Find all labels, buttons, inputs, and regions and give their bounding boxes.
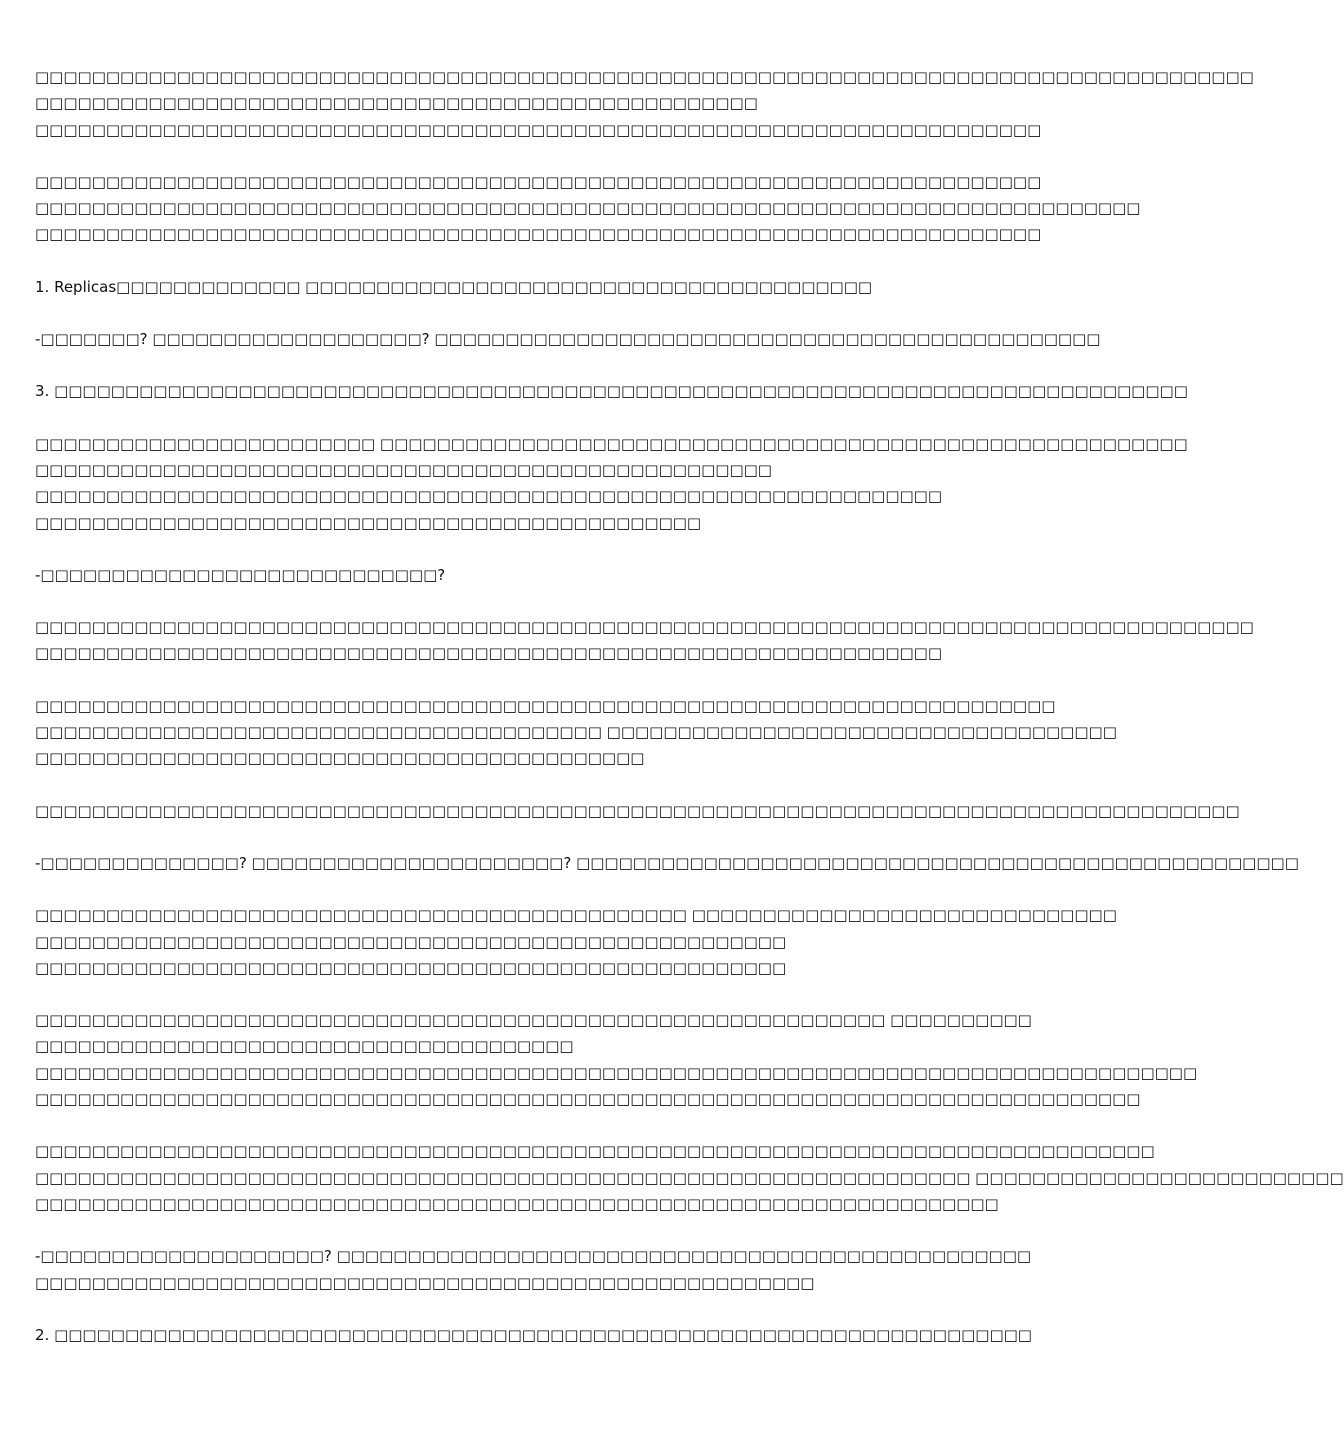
text-line: □□□□□□□□□□□□□□□□□□□□□□□□□□□□□□□□□□□□□□□□□□□□□□□□□□□□□□□□□□□□□□□□□□□□□□□ bbox=[35, 225, 1042, 244]
paragraph bbox=[35, 378, 1188, 404]
paragraph bbox=[35, 326, 1101, 352]
paragraph bbox=[35, 1243, 1032, 1296]
paragraph bbox=[35, 562, 985, 588]
text-line: □□□□□□□□□□□□□□□□□□□□□□□□□□□□□□□□□□□□□□□□□□□□□□□□□□□□□□□□□□□□□□□□□□□□□□□□□□□□□□□□□□ bbox=[35, 1063, 1198, 1082]
text-line: □□□□□□□□□□□□□□□□□□□□□□□□□□□□□□□□□□□□□□□□□□□□□□□□□□□□□ bbox=[35, 958, 787, 977]
text-line: □□□□□□□□□□□□□□□□□□□□□□□□□□□□□□□□□□□□□□□□□□□□□□□□□□□□□□□□□□□□□□□□ bbox=[35, 487, 943, 506]
text-line: □□□□□□□□□□□□□□□□□□□□□□□□□□□□□□□□□□□□□□□□□□□□□□□□□□□□□□□□□□□□□□□□□□□□□□□□□□□□□□□□□□□□□ bbox=[35, 801, 1240, 820]
text-line: □□□□□□□□□□□□□□□□□□□□□□□□□□□□□□□□□□□□□□ bbox=[35, 1037, 574, 1056]
text-line: □□□□□□□□□□□□□□□□□□□□□□□□□□□□□□□□□□□□□□□□□□□□□□□□□□□□□□□□□□□□□□□□□□□□□□□□□□□□□□□ bbox=[35, 1142, 1155, 1161]
text-line: □□□□□□□□□□□□□□□□□□□□□□□□□□□□□□□□□□□□□□□□□□□□□□□□□□□□□□□□□□□□□□□□□□□□□□□□□□□□□□□□□□□□□□ bbox=[35, 68, 1254, 86]
text-line: □□□□□□□□□□□□□□□□□□□□□□□□□□□□□□□□□□□□□□□□□□□□□□□□□□□□□□□□□□□□□□□□□□□□□□□ bbox=[35, 172, 1042, 191]
text-line: -□□□□□□□? □□□□□□□□□□□□□□□□□□□? □□□□□□□□□□□□□□□□□□□□□□□□□□□□□□□□□□□□□□□□□□□□□□□ bbox=[35, 330, 1101, 349]
text-line: □□□□□□□□□□□□□□□□□□□□□□□□□□□□□□□□□□□□□□□□□□□□□□□□□□□□ bbox=[35, 460, 772, 479]
text-line: □□□□□□□□□□□□□□□□□□□□□□□□□□□□□□□□□□□□□□□□ □□□□□□□□□□□□□□□□□□□□□□□□□□□□□□□□□□□□ bbox=[35, 723, 1117, 742]
paragraph bbox=[35, 431, 1188, 536]
paragraph bbox=[35, 902, 1117, 981]
paragraph bbox=[35, 850, 1299, 876]
text-line: □□□□□□□□□□□□□□□□□□□□□□□□□□□□□□□□□□□□□□□□□□□ bbox=[35, 749, 645, 768]
text-line: -□□□□□□□□□□□□□□□□□□□□□□□□□□□□? bbox=[35, 565, 446, 584]
text-line: -□□□□□□□□□□□□□□? □□□□□□□□□□□□□□□□□□□□□□? □□□□□□□□□□□□□□□□□□□□□□□□□□□□□□□□□□□□□□□□□□□□□□□□□□□ bbox=[35, 853, 1299, 872]
text-line: 3. □□□□□□□□□□□□□□□□□□□□□□□□□□□□□□□□□□□□□□□□□□□□□□□□□□□□□□□□□□□□□□□□□□□□□□□□□□□□□□□□ bbox=[35, 382, 1188, 401]
text-line: □□□□□□□□□□□□□□□□□□□□□□□□□□□□□□□□□□□□□□□□□□□□□□□□□□□□□□□□□□□□□□□□□□□□□□□ bbox=[35, 120, 1042, 139]
text-line: □□□□□□□□□□□□□□□□□□□□□□□□ □□□□□□□□□□□□□□□□□□□□□□□□□□□□□□□□□□□□□□□□□□□□□□□□□□□□□□□□□ bbox=[35, 434, 1188, 453]
text-line: □□□□□□□□□□□□□□□□□□□□□□□□□□□□□□□□□□□□□□□□□□□□□□□□□□□□□□□□□□□□□□□□□□□□□□□□□□□□□□ bbox=[35, 1090, 1141, 1109]
text-line: □□□□□□□□□□□□□□□□□□□□□□□□□□□□□□□□□□□□□□□□□□□□□□□□□□□□□□□□□□□□□□□□□□ □□□□□□□□□□□□□□□□□□□□□□□□□□ bbox=[35, 1168, 1344, 1187]
text-line: □□□□□□□□□□□□□□□□□□□□□□□□□□□□□□□□□□□□□□□□□□□□□□□□□□□□□□□□□□□□□□□□□□□□□□□□□□□□□□□□□□□□□□ bbox=[35, 618, 1254, 637]
paragraph bbox=[35, 274, 985, 300]
paragraph bbox=[35, 614, 1254, 667]
text-line: □□□□□□□□□□□□□□□□□□□□□□□□□□□□□□□□□□□□□□□□□□□□□□□□□□□□□□□□□□□□□□□□□□□□□□□□ bbox=[35, 696, 1056, 715]
paragraph bbox=[35, 693, 1117, 772]
paragraph bbox=[35, 798, 1240, 824]
text-line: □□□□□□□□□□□□□□□□□□□□□□□□□□□□□□□□□□□□□□□□□□□□□□□ bbox=[35, 513, 702, 532]
document-body bbox=[35, 64, 1344, 1374]
text-line: □□□□□□□□□□□□□□□□□□□□□□□□□□□□□□□□□□□□□□□□□□□□□□□□□□□□□□□□□□□□ □□□□□□□□□□ bbox=[35, 1011, 1032, 1030]
text-line: □□□□□□□□□□□□□□□□□□□□□□□□□□□□□□□□□□□□□□□□□□□□□□ □□□□□□□□□□□□□□□□□□□□□□□□□□□□□□ bbox=[35, 906, 1117, 925]
paragraph bbox=[35, 1138, 1344, 1217]
text-line: 1. Replicas□□□□□□□□□□□□□ □□□□□□□□□□□□□□□□□□□□□□□□□□□□□□□□□□□□□□□□ bbox=[35, 277, 873, 296]
paragraph bbox=[35, 64, 1254, 143]
paragraph bbox=[35, 1322, 1032, 1348]
text-line: □□□□□□□□□□□□□□□□□□□□□□□□□□□□□□□□□□□□□□□□□□□□□□□□□□□□□□□□□□□□□□□□ bbox=[35, 644, 943, 663]
text-line: □□□□□□□□□□□□□□□□□□□□□□□□□□□□□□□□□□□□□□□□□□□□□□□□□□□□□□□□□□□□□□□□□□□□□□□□□□□□□□ bbox=[35, 199, 1141, 218]
text-line: □□□□□□□□□□□□□□□□□□□□□□□□□□□□□□□□□□□□□□□□□□□□□□□□□□□□□□□□□□□□□□□□□□□□ bbox=[35, 1194, 999, 1213]
text-line: -□□□□□□□□□□□□□□□□□□□□? □□□□□□□□□□□□□□□□□□□□□□□□□□□□□□□□□□□□□□□□□□□□□□□□□ bbox=[35, 1247, 1032, 1266]
text-line: 2. □□□□□□□□□□□□□□□□□□□□□□□□□□□□□□□□□□□□□□□□□□□□□□□□□□□□□□□□□□□□□□□□□□□□□ bbox=[35, 1325, 1032, 1344]
text-line: □□□□□□□□□□□□□□□□□□□□□□□□□□□□□□□□□□□□□□□□□□□□□□□□□□□ bbox=[35, 94, 758, 113]
text-line: □□□□□□□□□□□□□□□□□□□□□□□□□□□□□□□□□□□□□□□□□□□□□□□□□□□□□ bbox=[35, 932, 787, 951]
paragraph bbox=[35, 169, 1141, 248]
text-line: □□□□□□□□□□□□□□□□□□□□□□□□□□□□□□□□□□□□□□□□□□□□□□□□□□□□□□□ bbox=[35, 1273, 815, 1292]
paragraph bbox=[35, 1007, 1198, 1112]
